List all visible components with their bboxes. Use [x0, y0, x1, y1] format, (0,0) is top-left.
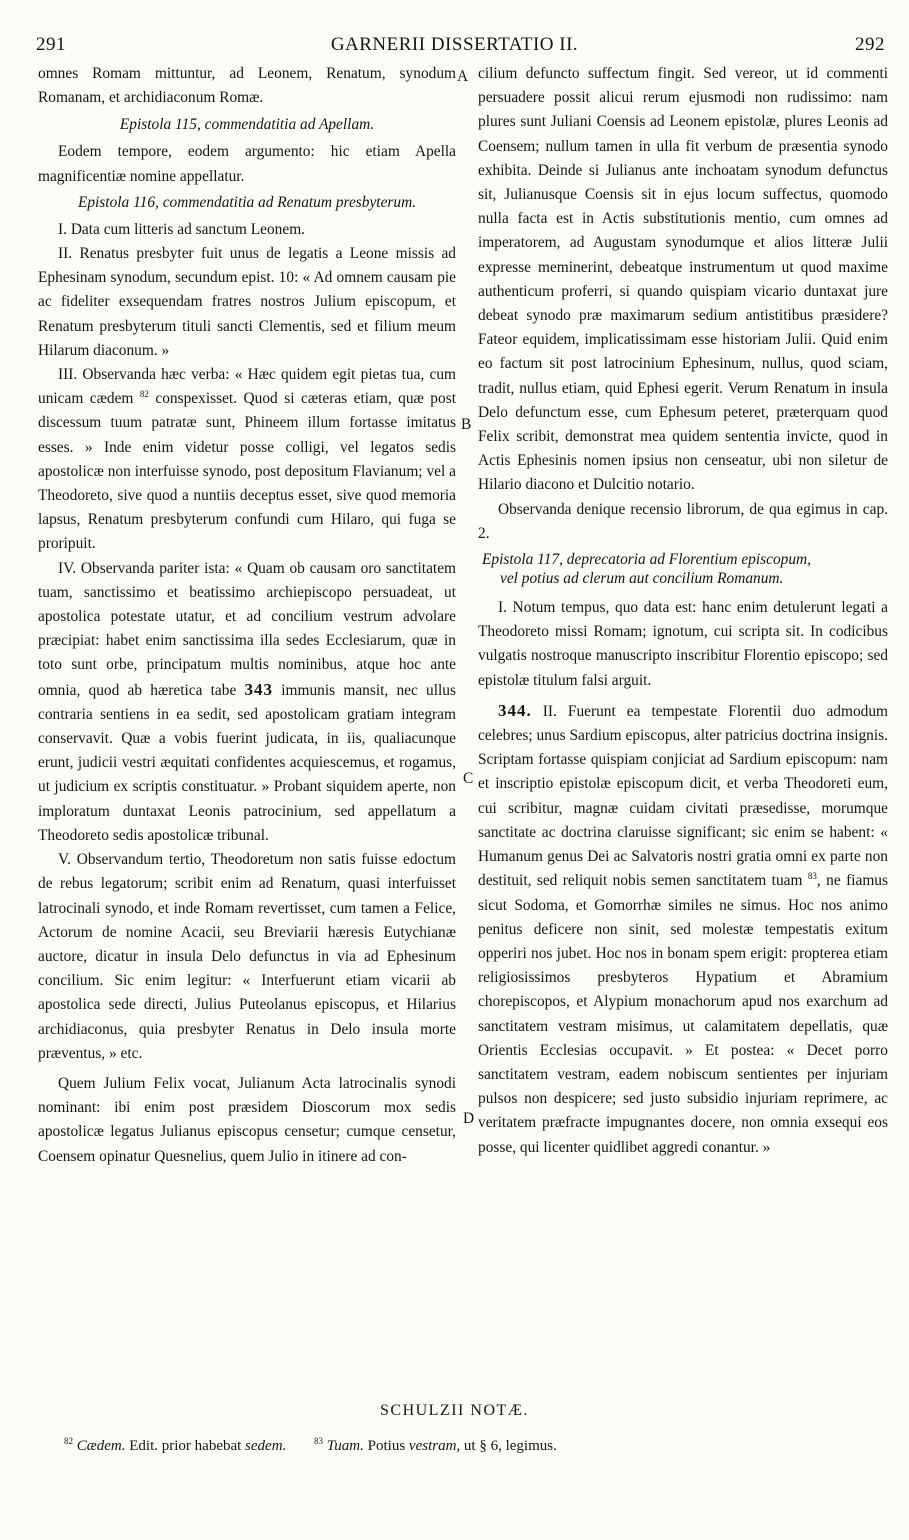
section-heading: Epistola 115, commendatitia ad Apellam.: [119, 116, 375, 134]
paragraph: [38, 557, 456, 848]
paragraph: [38, 363, 456, 557]
margin-marker-c: C: [463, 770, 474, 787]
paragraph: cilium defuncto suffectum fingit. Sed vereor, ut id commenti persuadere possit alicui rerum ejusmodi non rudissimo: nam plures sunt Juliani Coensis ad Leonem epistolæ, plures Leonis ad Coensem; nullum tamen in ulla fit verbum de præsentia synodo exhibita. Deinde si Julianus ante inchoatam synodum defunctus sit, Julianusque Coensis sit in ejus locum suffectus, quomodo nulla facta est in Actis substitutionis mentio, cum omnes ad imperatorem, ad Augustam synodumque et alios litteræ Julii expresse meminerint, debeatque instrumentum ut quod maxime authenticum proferri, si quando quispiam vicario duntaxat jure debeat synodo præ maximarum sedium antistitibus præsidere? Fateor equidem, implicatissimam esse historiam Julii. Quid enim eo factum sit post latrocinium Ephesinum, nullus, quod sciam, tradit, nullus etiam, quid Ephesi egerit. Verum Renatum in insula Delo defunctum esse, cum Ephesum peteret, præterquam quod Felix scribit, demonstrat mea quidem sententia invicte, quod in Actis Ephesinis nomen ipsius non censeatur, ubi non siletur de Hilario diacono et Dulcitio notario.: [478, 65, 888, 494]
footnote-number: 83: [314, 1436, 324, 1446]
margin-marker-b: B: [461, 416, 472, 433]
paragraph-text: conspexisset. Quod si cæteras etiam, quæ post discessum tuum patratæ sunt, Phineem illum fortasse imitatus esses. » Inde enim videtur posse colligi, vel legatos sedis apostolicæ non interfuisse synodo, post depositum Flavianum; vel a Theodoreto, sive quod a nuntiis deceptus esset, sive quod memoria lapsus, Renatum presbyterum confundi cum Hilaro, qui fuga se proripuit.: [38, 390, 456, 553]
margin-marker-d: D: [463, 1110, 475, 1127]
paragraph-text: immunis mansit, nec ullus contraria sentiens in ea sedit, sed apostolicam gratiam integram conservavit. Quæ a vobis fuerint judicata, in iis, qualiacunque erunt, judicii vestri æquitati confidentes acquiescemus, et rogamus, ut judicium ex scriptis constituatur. » Probant siquidem aperte, non imploratum duntaxat Leonis patrocinium, sed appellatum a Theodoreto sedis apostolicæ tribunal.: [38, 681, 456, 844]
footnote-text: ut § 6, legimus.: [463, 1438, 557, 1454]
footnotes: [64, 1436, 884, 1456]
footnote: [64, 1438, 286, 1454]
footnote: [314, 1438, 557, 1454]
running-head: [0, 34, 909, 58]
paragraph: [478, 699, 888, 1160]
footnote-lemma: Cædem.: [76, 1438, 126, 1454]
footnote-ref: 83: [807, 871, 817, 882]
footnote-text: Edit. prior habebat: [129, 1438, 242, 1454]
paragraph-text: II. Fuerunt ea tempestate Florentii duo admodum celebres; unus Sardium episcopus, alter patricius doctrina insignis. Scriptam fortasse quispiam conjiciat ad Sardium episcopum: nam et inscriptio epistolæ episcopum dicit, et verba Theodoreti eum, cui scribitur, magnæ cuidam civitati præsedisse, morumque sanctitate ac doctrina claruisse significant; sic enim se habent: « Humanum genus Dei ac Salvatoris nostri gratia omni ex parte non destituit, sed reliquit nobis semen sanctitatem tuam: [478, 702, 888, 890]
right-column: [478, 62, 888, 1160]
footnote-number: 82: [64, 1436, 73, 1446]
marginal-number: 344.: [498, 700, 532, 720]
section-heading: Epistola 116, commendatitia ad Renatum presbyterum.: [77, 193, 417, 211]
running-title: GARNERII DISSERTATIO II.: [330, 34, 579, 55]
paragraph: Quem Julium Felix vocat, Julianum Acta latrocinalis synodi nominant: ibi enim post præsidem Dioscorum mox sedis apostolicæ legatus Julianus episcopus censetur; cumque censetur, Coensem opinatur Quesnelius, quem Julio in itinere ad con-: [38, 1074, 456, 1165]
footnote-variant: vestram,: [408, 1438, 461, 1454]
page-number-left: 291: [36, 34, 66, 55]
paragraph: II. Renatus presbyter fuit unus de legatis a Leone missis ad Ephesinam synodum, secundum epist. 10: « Ad omnem causam pie ac fideliter exsequendam fratres nostros Julium episcopum, et Renatum presbyterum tituli sancti Clementis, sed et filium meum Hilarum diaconum. »: [38, 245, 456, 359]
paragraph: Eodem tempore, eodem argumento: hic etiam Apella magnificentiæ nomine appellatur.: [38, 143, 456, 185]
page-number-right: 292: [855, 34, 885, 55]
section-heading: [478, 550, 888, 588]
footnote-lemma: Tuam.: [326, 1438, 364, 1454]
paragraph: omnes Romam mittuntur, ad Leonem, Renatum, synodum Romanam, et archidiaconum Romæ.: [38, 65, 456, 107]
marginal-number: 343: [244, 679, 274, 699]
notes-title: SCHULZII NOTÆ.: [380, 1402, 529, 1419]
paragraph-text: IV. Observanda pariter ista: « Quam ob causam oro sanctitatem tuam, sanctissimo et beatissimo archiepiscopo persuadeat, ut apostolica potestate utatur, et ad concilium vestrum advolare præcipiat: habet enim sanctissima illa sedes Ecclesiarum, quæ in toto sunt orbe, principatum multis nominibus, atque hoc ante omnia, quod ab hæretica tabe: [38, 559, 456, 699]
paragraph-text: , ne fiamus sicut Sodoma, et Gomorrhæ similes ne simus. Hoc nos animo penitus deficere non sinit, sed molestæ tempestatis exitum opperiri nos jubet. Hoc nos in bonam spem erigit: propterea etiam religiosissimos presbyteros Hypatium et Abramium chorepiscopos, et Alypium monachorum apud nos exarchum ad sanctitatem vestram misimus, ut calamitatem depellatis, quæ Orientis Ecclesias occupavit. » Et postea: « Decet porro sanctitatem vestram, eadem nobiscum sentientes per injuriam pulsos non despicere; sed justo subsidio injuriam reprimere, ac veritatem præfracte impugnantes docere, non omnia exsequi eos posse, qui licenter quidlibet aggredi conantur. »: [478, 872, 888, 1156]
paragraph: Observanda denique recensio librorum, de qua egimus in cap. 2.: [478, 500, 888, 542]
left-column: [38, 62, 456, 1169]
paragraph-text: III. Observanda hæc verba: « Hæc quidem egit pietas tua, cum unicam cædem: [38, 366, 456, 408]
footnote-variant: sedem.: [245, 1438, 287, 1454]
paragraph: I. Data cum litteris ad sanctum Leonem.: [58, 220, 306, 238]
margin-marker-a: A: [457, 68, 469, 85]
paragraph: V. Observandum tertio, Theodoretum non satis fuisse edoctum de rebus legatorum; scribit enim ad Renatum, quasi interfuisset latrocinali synodo, et inde Romam revertisset, cum tamen a Felice, Actorum de nomine Acacii, seu Breviarii hæresis Eutychianæ auctore, dicatur in insula Delo defunctus in via ad Ephesinum concilium. Sic enim legitur: « Interfuerunt etiam vicarii ab apostolica sede directi, Julius Puteolanus episcopus, et Hilarius archidiaconus, quia presbyter Renatus in Delo insula morte præventus, » etc.: [38, 851, 456, 1062]
heading-line: vel potius ad clerum aut concilium Romanum.: [500, 570, 784, 588]
footnote-text: Potius: [367, 1438, 406, 1454]
footnote-ref: 82: [139, 389, 149, 400]
paragraph: I. Notum tempus, quo data est: hanc enim detulerunt legati a Theodoreto missi Romam; ignotum, cui scripta sit. In codicibus vulgatis nostroque manuscripto inscribitur Florentio episcopo; sed epistolæ titulum falsi arguit.: [478, 599, 888, 689]
heading-line: Epistola 117, deprecatoria ad Florentium episcopum,: [482, 551, 812, 569]
